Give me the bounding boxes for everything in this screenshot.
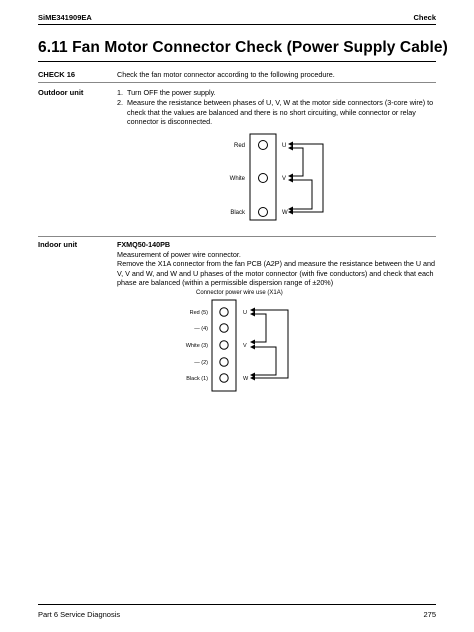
connector-pin bbox=[220, 324, 228, 332]
measurement-arrowheads bbox=[288, 142, 293, 215]
connector-pin bbox=[259, 174, 268, 183]
wire-label-black: Black bbox=[230, 210, 245, 216]
page-number: 275 bbox=[423, 610, 436, 619]
check-label: CHECK 16 bbox=[38, 70, 76, 79]
outdoor-label: Outdoor unit bbox=[38, 88, 84, 97]
phase-label-v: V bbox=[243, 343, 247, 349]
pin-label: Red (5) bbox=[189, 310, 208, 316]
phase-label-w: W bbox=[243, 376, 249, 382]
outdoor-step-2 bbox=[117, 98, 437, 130]
connector-pin bbox=[259, 208, 268, 217]
pin-label: — (2) bbox=[194, 360, 208, 366]
connector-pin bbox=[220, 358, 228, 366]
pin-label: — (4) bbox=[194, 326, 208, 332]
step-number: 2. bbox=[117, 98, 123, 107]
indoor-line-1: Measurement of power wire connector. bbox=[117, 250, 241, 259]
wire-label-white: White bbox=[229, 176, 245, 182]
step-number: 1. bbox=[117, 88, 123, 97]
connector-pin bbox=[220, 308, 228, 316]
phase-label-w: W bbox=[282, 210, 288, 216]
phase-label-u: U bbox=[282, 143, 287, 149]
footer-rule bbox=[38, 604, 436, 605]
check-text: Check the fan motor connector according to the following procedure. bbox=[117, 70, 335, 79]
indoor-label: Indoor unit bbox=[38, 240, 78, 249]
step-text: Measure the resistance between phases of U, V, W at the motor side connectors (3-core wire) to check that the values are balanced and there is no short circuiting, while connector or relay connector is disconnected. bbox=[127, 98, 434, 127]
phase-label-u: U bbox=[243, 310, 247, 316]
connector-pin bbox=[259, 141, 268, 150]
outdoor-connector-diagram bbox=[215, 130, 335, 225]
indoor-connector-diagram bbox=[170, 298, 310, 396]
measurement-leads bbox=[291, 144, 323, 212]
outdoor-rule bbox=[38, 236, 436, 237]
check-rule bbox=[38, 82, 436, 83]
header-rule bbox=[38, 24, 436, 25]
indoor-line-2: Remove the X1A connector from the fan PCB (A2P) and measure the resistance between the U and V, V and W, and W and U phases of the motor connector (with five conductors) and check that each phase are balanced (within a permissible dispersion range of ±20%) bbox=[117, 259, 436, 288]
measurement-leads bbox=[253, 310, 288, 378]
indoor-model: FXMQ50-140PB bbox=[117, 240, 171, 249]
pin-label: Black (1) bbox=[186, 376, 208, 382]
step-text: Turn OFF the power supply. bbox=[127, 88, 216, 97]
footer-section: Part 6 Service Diagnosis bbox=[38, 610, 121, 619]
indoor-diagram-caption: Connector power wire use (X1A) bbox=[196, 290, 283, 296]
title-rule bbox=[38, 61, 436, 62]
connector-pin bbox=[220, 374, 228, 382]
measurement-arrowheads bbox=[250, 308, 255, 381]
page-title: 6.11 Fan Motor Connector Check (Power Supply Cable) bbox=[38, 39, 448, 56]
connector-pin bbox=[220, 341, 228, 349]
header-section: Check bbox=[413, 13, 436, 22]
phase-label-v: V bbox=[282, 176, 287, 182]
connector-housing bbox=[212, 300, 236, 391]
wire-label-red: Red bbox=[233, 143, 245, 149]
header-doc-id: SiME341909EA bbox=[38, 13, 92, 22]
pin-label: White (3) bbox=[185, 343, 208, 349]
